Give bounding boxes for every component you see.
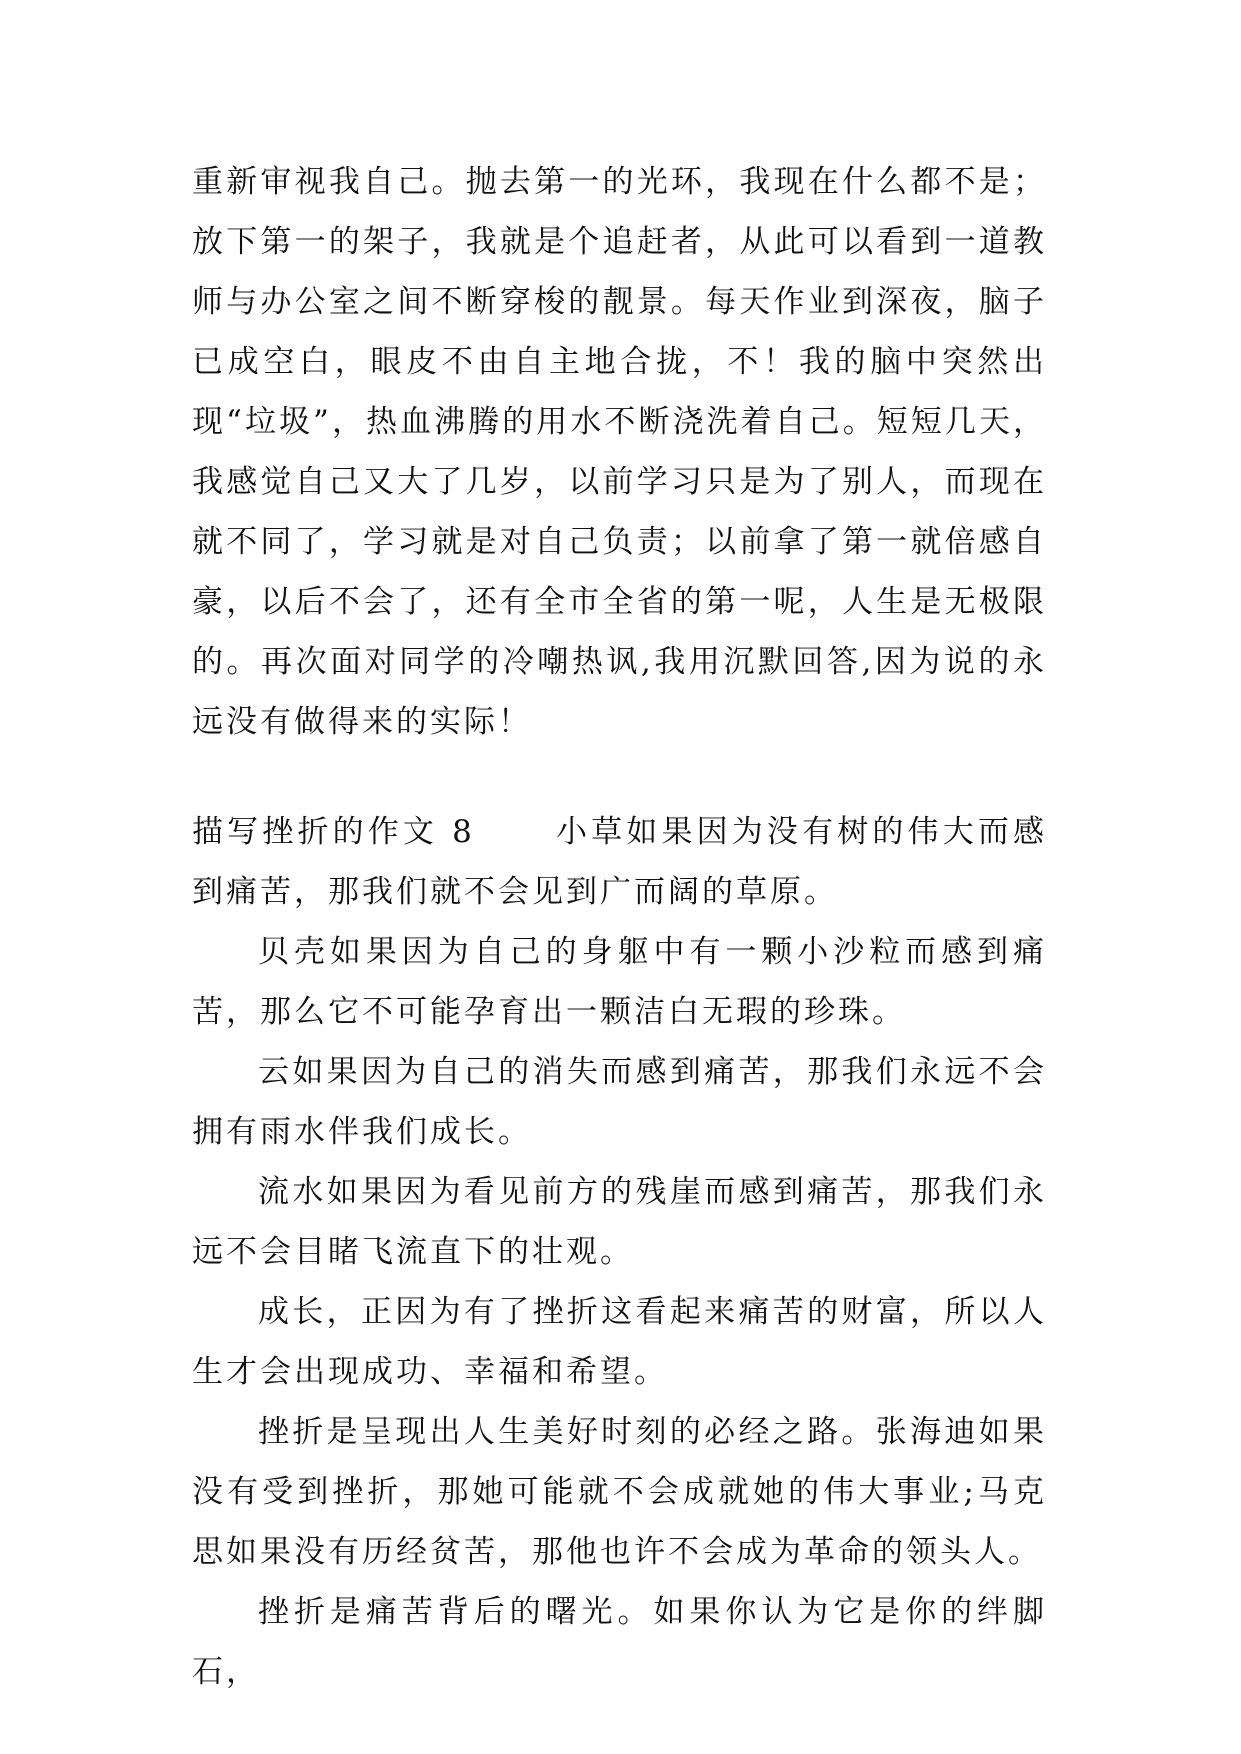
paragraph: 挫折是呈现出人生美好时刻的必经之路。张海迪如果没有受到挫折，那她可能就不会成就她的伟大事业;马克思如果没有历经贫苦，那他也许不会成为革命的领头人。 — [192, 1414, 1047, 1570]
section-title: 描写挫折的作文 8 — [192, 814, 475, 850]
continued-paragraph: 重新审视我自己。抛去第一的光环，我现在什么都不是；放下第一的架子，我就是个追赶者，从此可以看到一道教师与办公室之间不断穿梭的靓景。每天作业到深夜，脑子已成空白，眼皮不由自主地合拢，不！我的脑中突然出现“垃圾”，热血沸腾的用水不断浇洗着自己。短短几天，我感觉自己又大了几岁，以前学习只是为了别人，而现在就不同了，学习就是对自己负责；以前拿了第一就倍感自豪，以后不会了，还有全市全省的第一呢，人生是无极限的。再次面对同学的冷嘲热讽,我用沉默回答,因为说的永远没有做得来的实际！ — [192, 164, 1047, 740]
section-gap — [192, 752, 1047, 802]
section-first-paragraph: 小草如果因为没有树的伟大而感到痛苦，那我们就不会见到广而阔的草原。 — [192, 814, 1048, 910]
paragraph: 成长，正因为有了挫折这看起来痛苦的财富，所以人生才会出现成功、幸福和希望。 — [192, 1294, 1047, 1390]
document-body — [192, 152, 1047, 1702]
paragraph: 云如果因为自己的消失而感到痛苦，那我们永远不会拥有雨水伴我们成长。 — [192, 1054, 1047, 1150]
paragraph: 挫折是痛苦背后的曙光。如果你认为它是你的绊脚石， — [192, 1594, 1047, 1690]
section-heading-paragraph — [192, 802, 1047, 922]
paragraph: 贝壳如果因为自己的身躯中有一颗小沙粒而感到痛苦，那么它不可能孕育出一颗洁白无瑕的珍珠。 — [192, 934, 1047, 1030]
paragraph: 流水如果因为看见前方的残崖而感到痛苦，那我们永远不会目睹飞流直下的壮观。 — [192, 1174, 1047, 1270]
